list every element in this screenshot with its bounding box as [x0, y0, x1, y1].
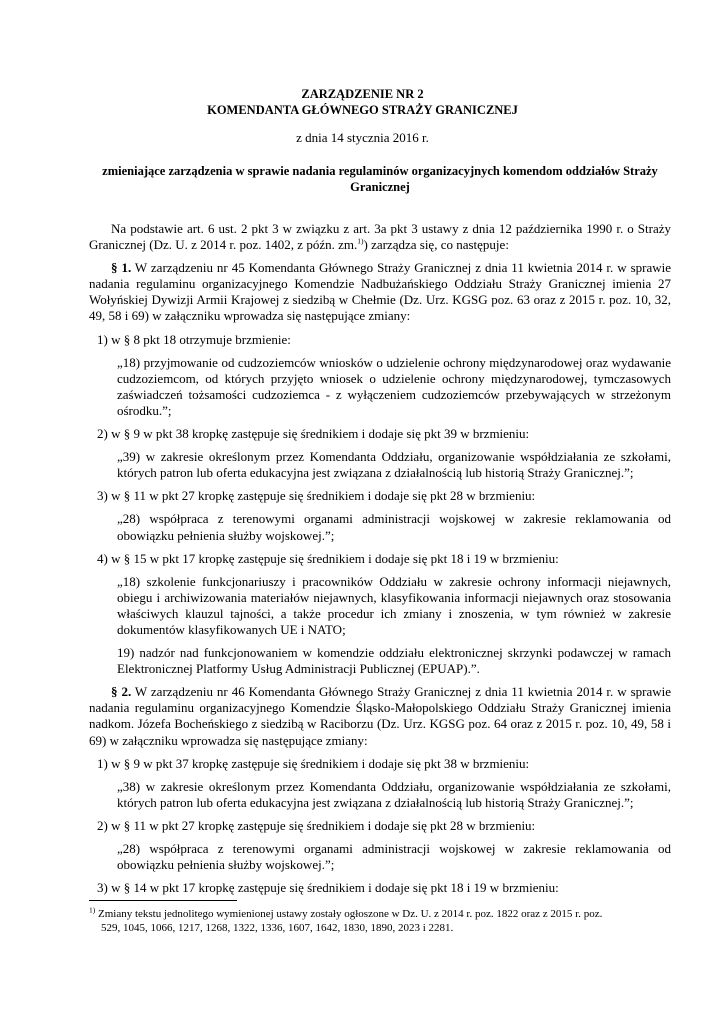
quote-text: „18) szkolenie funkcjonariuszy i pracowników Oddziału w zakresie ochrony informacji niejawnych, obiegu i archiwizowania materiałów niejawnych, klasyfikowania informacji niejawnych oraz stosowania właściwych klauzul tajności, a także procedur ich zmiany i znoszenia, w tym również w zakresie dokumentów klasyfikowanych UE i NATO;	[117, 573, 671, 637]
section-1-item-3: 3) w § 11 w pkt 27 kropkę zastępuje się średnikiem i dodaje się pkt 28 w brzmieniu:	[97, 488, 536, 504]
section-2-item-2: 2) w § 11 w pkt 27 kropkę zastępuje się średnikiem i dodaje się pkt 28 w brzmieniu:	[97, 817, 536, 833]
document-title-line1: ZARZĄDZENIE NR 2	[301, 87, 424, 101]
preamble	[89, 221, 671, 253]
document-subject: zmieniające zarządzenia w sprawie nadania regulaminów organizacyjnych komendom oddziałów Straży Granicznej	[102, 164, 658, 194]
footnote-line-2: 529, 1045, 1066, 1217, 1268, 1322, 1336, 1607, 1642, 1830, 1890, 2023 i 2281.	[101, 922, 454, 934]
document-title-line2: KOMENDANTA GŁÓWNEGO STRAŻY GRANICZNEJ	[207, 103, 518, 117]
quote-text: „28) współpraca z terenowymi organami administracji wojskowej w zakresie reklamowania od obowiązku pełnienia służby wojskowej.”;	[117, 511, 671, 543]
preamble-text: Na podstawie art. 6 ust. 2 pkt 3 w związku z art. 3a pkt 3 ustawy z dnia 12 października 1990 r. o Straży Granicznej (Dz. U. z 2014 r. poz. 1402, z późn. zm.	[89, 221, 671, 253]
quote-text: „39) w zakresie określonym przez Komendanta Oddziału, organizowanie współdziałania ze szkołami, których patron lub oferta edukacyjna jest związana z działalnością lub historią Straży Granicznej.”;	[117, 449, 671, 481]
section-2-intro	[89, 684, 671, 748]
section-1-item-2: 2) w § 9 w pkt 38 kropkę zastępuje się średnikiem i dodaje się pkt 39 w brzmieniu:	[97, 426, 530, 442]
section-1-item-4: 4) w § 15 w pkt 17 kropkę zastępuje się średnikiem i dodaje się pkt 18 i 19 w brzmieniu:	[97, 550, 559, 566]
section-2-mark: § 2.	[111, 684, 132, 700]
section-1-item-3-quote	[89, 511, 671, 543]
footnote-line-1	[89, 907, 671, 921]
section-1-item-2-quote	[89, 449, 671, 481]
section-2-item-1: 1) w § 9 w pkt 37 kropkę zastępuje się średnikiem i dodaje się pkt 38 w brzmieniu:	[97, 755, 530, 771]
section-2-item-1-quote	[89, 779, 671, 811]
footnote-divider	[89, 900, 237, 901]
quote-text: 19) nadzór nad funkcjonowaniem w komendzie oddziału elektronicznej skrzynki podawczej w ramach Elektronicznej Platformy Usług Administracji Publicznej (EPUAP).”.	[117, 645, 671, 677]
section-2-text: W zarządzeniu nr 46 Komendanta Głównego Straży Granicznej z dnia 11 kwietnia 2014 r. w sprawie nadania regulaminu organizacyjnego Komendzie Śląsko-Małopolskiego Oddziału Straży Granicznej imienia nadkom. Józefa Bocheńskiego z siedzibą w Raciborzu (Dz. Urz. KGSG poz. 64 oraz z 2015 r. poz. 10, 49, 58 i 69) w załączniku wprowadza się następujące zmiany:	[89, 684, 671, 748]
section-2-item-2-quote	[89, 841, 671, 873]
section-2-item-3: 3) w § 14 w pkt 17 kropkę zastępuje się średnikiem i dodaje się pkt 18 i 19 w brzmieniu:	[97, 880, 559, 896]
section-1-intro	[89, 260, 671, 324]
quote-text: „28) współpraca z terenowymi organami administracji wojskowej w zakresie reklamowania od obowiązku pełnienia służby wojskowej.”;	[117, 841, 671, 873]
footnote-text-1: Zmiany tekstu jednolitego wymienionej ustawy zostały ogłoszone w Dz. U. z 2014 r. poz. 1822 oraz z 2015 r. poz.	[98, 908, 603, 920]
document-body	[89, 221, 671, 903]
footnote	[89, 907, 671, 935]
quote-text: „38) w zakresie określonym przez Komendanta Oddziału, organizowanie współdziałania ze szkołami, których patron lub oferta edukacyjna jest związana z działalnością lub historią Straży Granicznej.”;	[117, 778, 671, 810]
quote-text: „18) przyjmowanie od cudzoziemców wniosków o udzielenie ochrony międzynarodowej oraz wydawanie cudzoziemcom, od których przyjęto wniosek o udzielenie ochrony międzynarodowej, tymczasowych zaświadczeń tożsamości cudzoziemca - z wyłączeniem cudzoziemców przebywających w strzeżonym ośrodku.”;	[117, 354, 671, 418]
document-date: z dnia 14 stycznia 2016 r.	[296, 130, 429, 145]
preamble-text-end: ) zarządza się, co następuje:	[363, 237, 509, 253]
section-1-item-1-quote	[89, 355, 671, 419]
section-1-item-1: 1) w § 8 pkt 18 otrzymuje brzmienie:	[97, 331, 291, 347]
footnote-ref[interactable]: 1)	[357, 236, 364, 246]
section-1-text: W zarządzeniu nr 45 Komendanta Głównego Straży Granicznej z dnia 11 kwietnia 2014 r. w sprawie nadania regulaminu organizacyjnego Komendzie Nadbużańskiego Oddziału Straży Granicznej imienia 27 Wołyńskiej Dywizji Armii Krajowej z siedzibą w Chełmie (Dz. Urz. KGSG poz. 63 oraz z 2015 r. poz. 10, 32, 49, 58 i 69) w załączniku wprowadza się następujące zmiany:	[89, 260, 671, 324]
footnote-marker: 1)	[89, 905, 96, 915]
section-1-item-4-quote	[89, 574, 671, 678]
section-1-mark: § 1.	[111, 260, 132, 276]
